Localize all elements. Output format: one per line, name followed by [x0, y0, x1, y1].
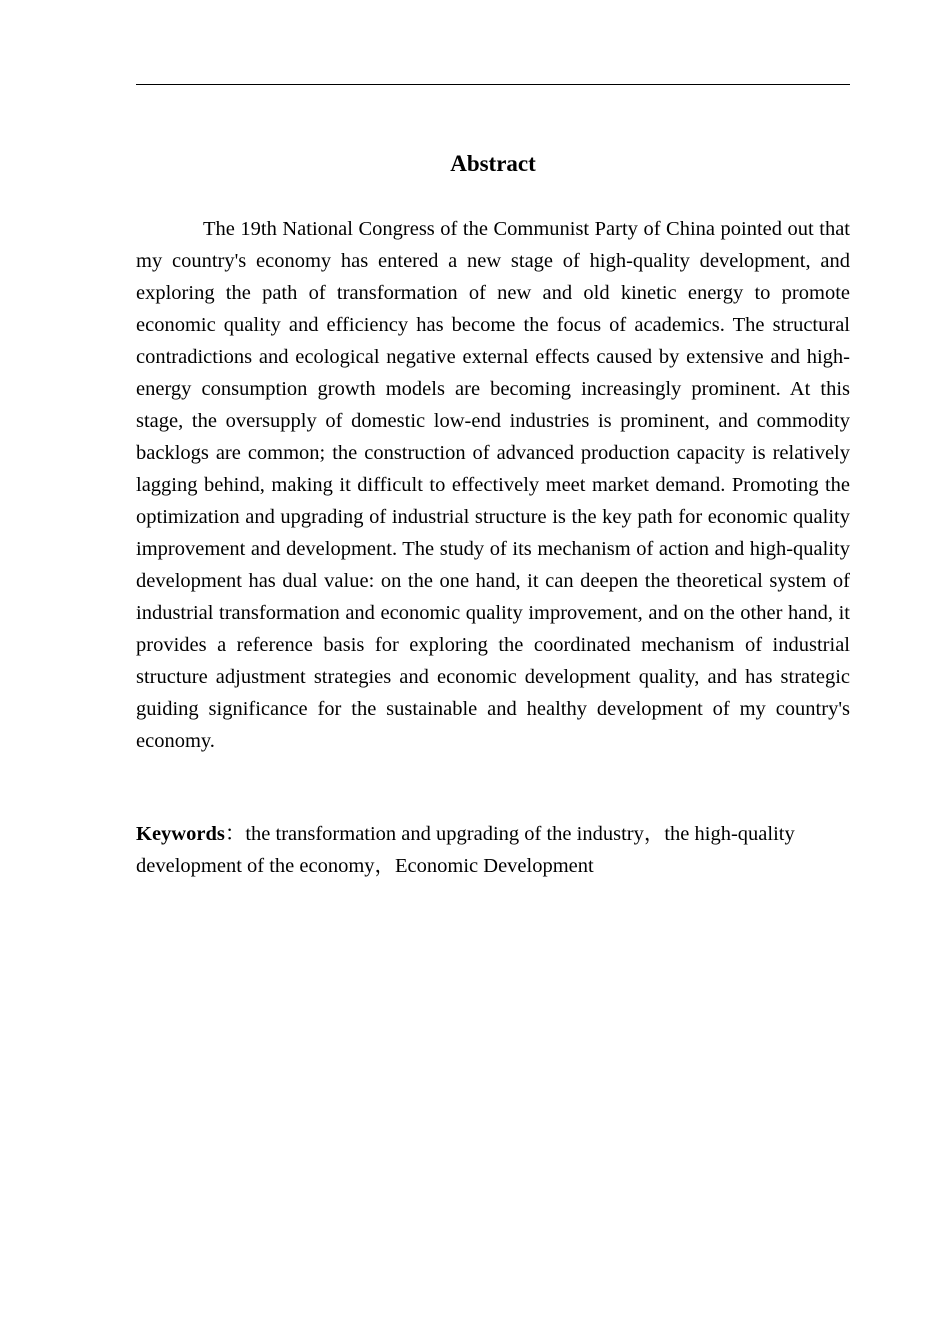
header-rule	[136, 84, 850, 85]
keywords-text: the transformation and upgrading of the industry，the high-quality development of the economy，Economic Development	[136, 823, 795, 877]
keywords-separator: ：	[224, 823, 246, 845]
abstract-paragraph: The 19th National Congress of the Communist Party of China pointed out that my country's economy has entered a new stage of high-quality development, and exploring the path of transformation of new and old kinetic energy to promote economic quality and efficiency has become the focus of academics. The structural contradictions and ecological negative external effects caused by extensive and high-energy consumption growth models are becoming increasingly prominent. At this stage, the oversupply of domestic low-end industries is prominent, and commodity backlogs are common; the construction of advanced production capacity is relatively lagging behind, making it difficult to effectively meet market demand. Promoting the optimization and upgrading of industrial structure is the key path for economic quality improvement and development. The study of its mechanism of action and high-quality development has dual value: on the one hand, it can deepen the theoretical system of industrial transformation and economic quality improvement, and on the other hand, it provides a reference basis for exploring the coordinated mechanism of industrial structure adjustment strategies and economic development quality, and has strategic guiding significance for the sustainable and healthy development of my country's economy.	[136, 218, 850, 752]
keywords-label: Keywords	[136, 823, 225, 845]
page-title: Abstract	[450, 151, 536, 176]
keywords-line	[136, 818, 816, 882]
